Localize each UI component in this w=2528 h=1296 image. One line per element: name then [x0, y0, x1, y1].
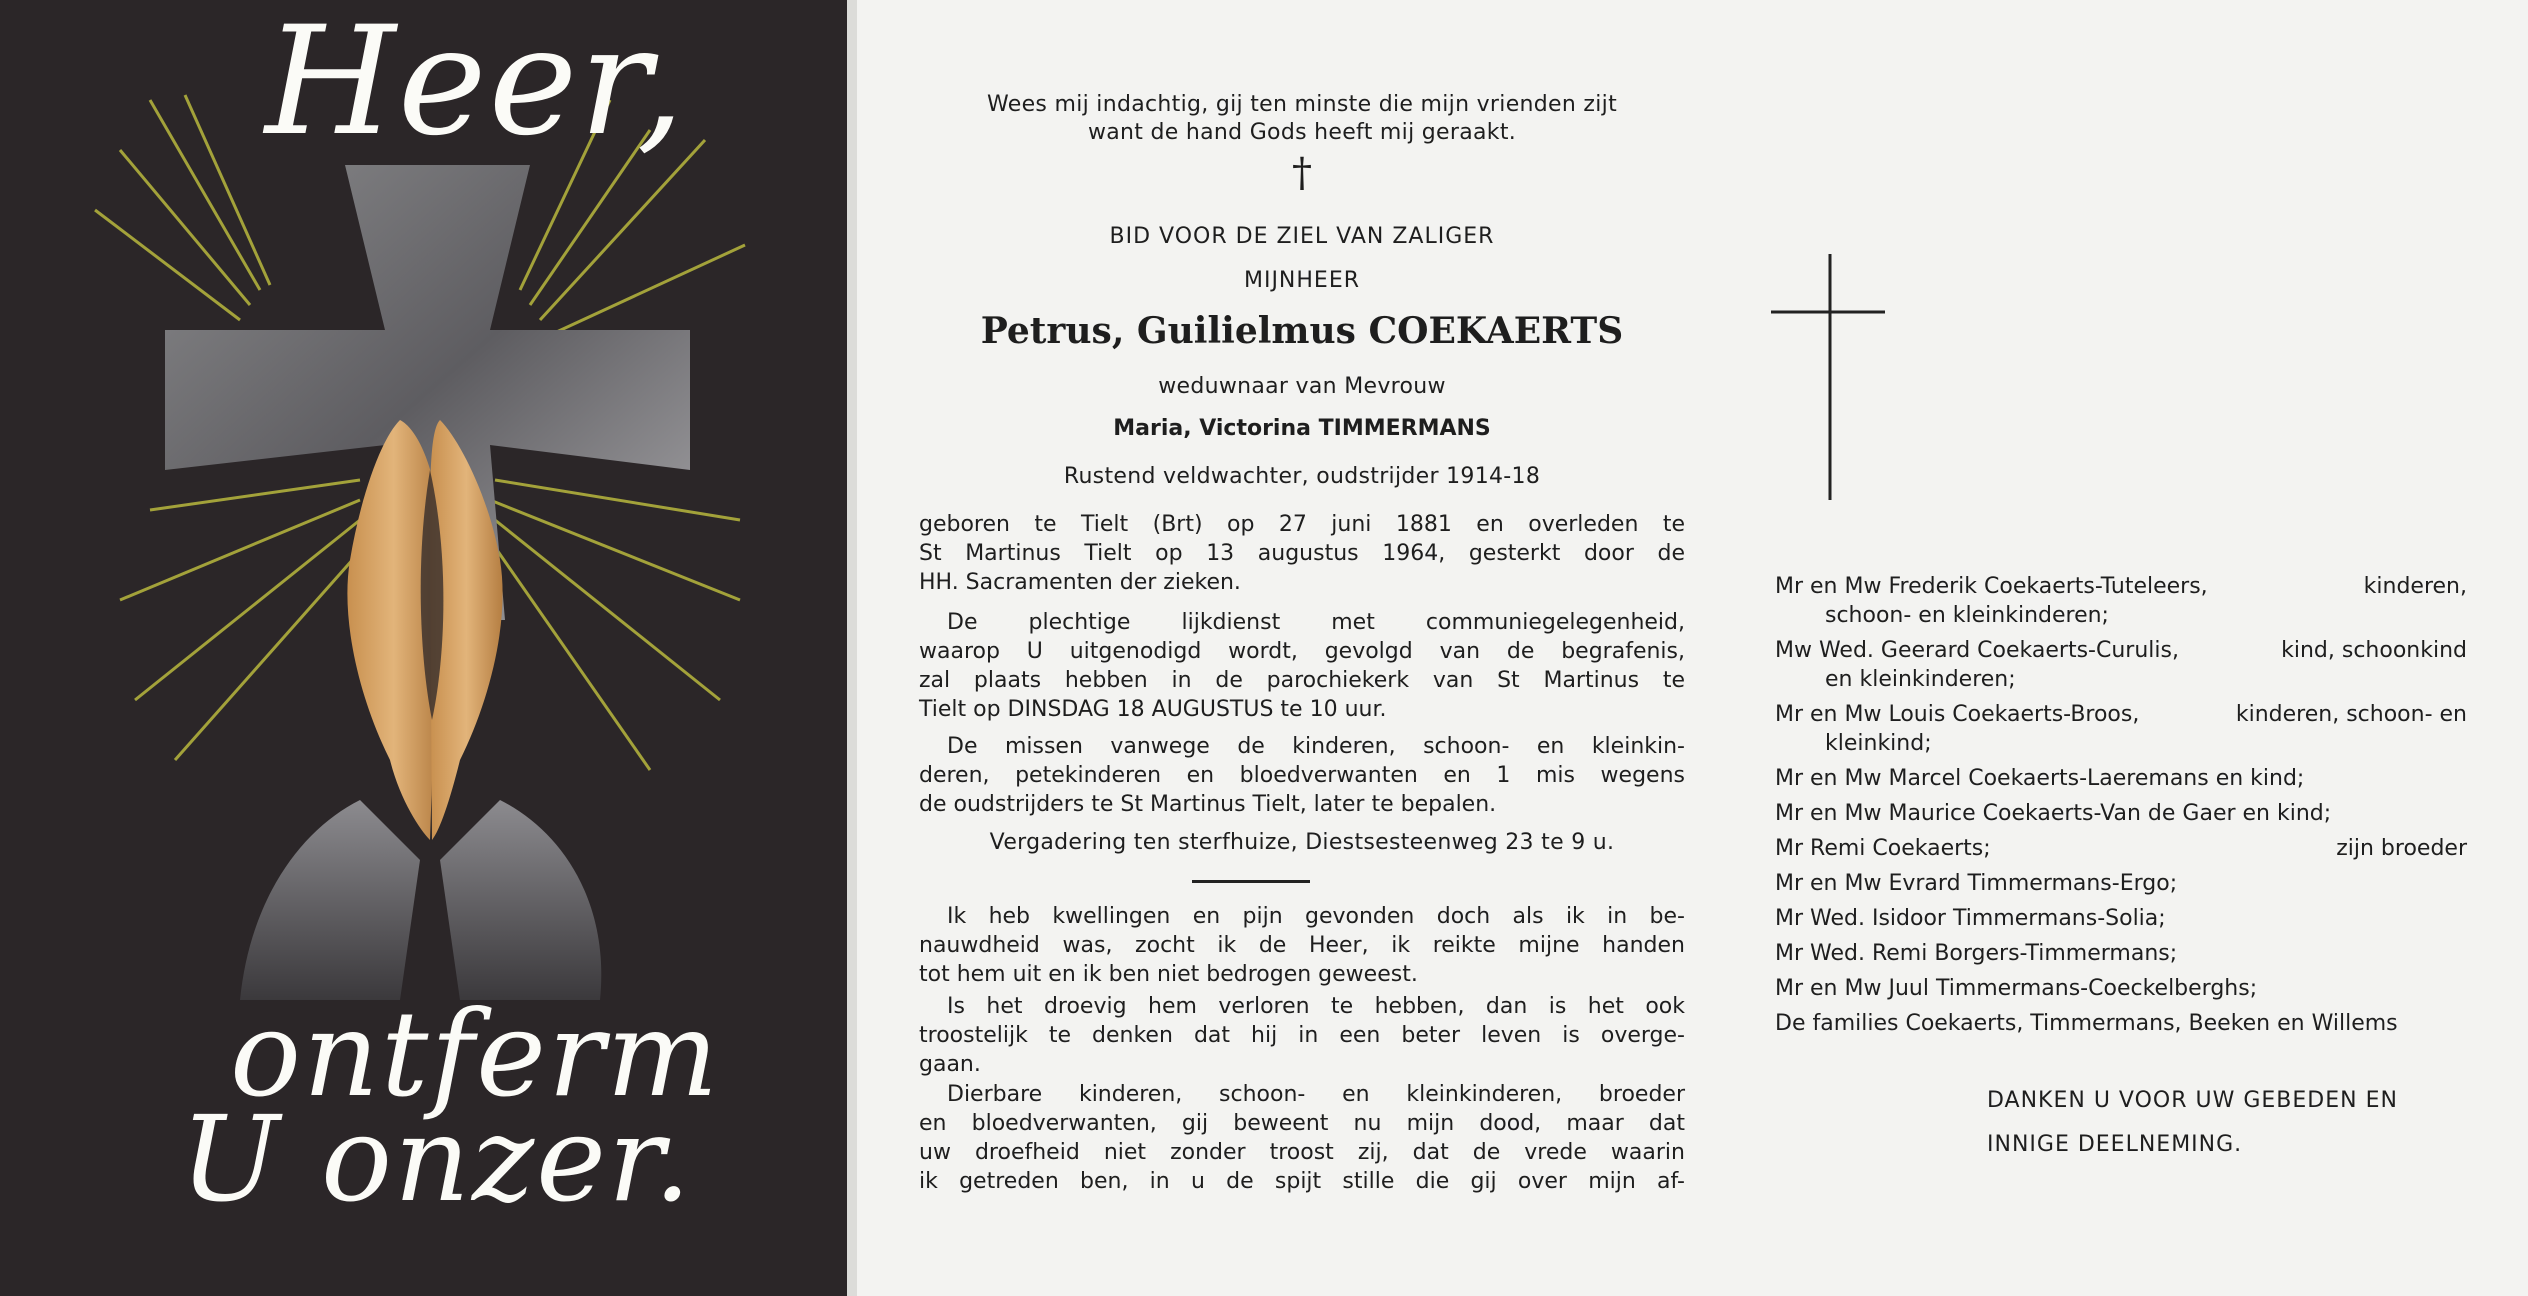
birth-death-paragraph [919, 510, 1685, 597]
quote-paragraph-2 [919, 992, 1685, 1079]
quote1-line-2: nauwdheid was, zocht ik de Heer, ik reikte mijne handen [919, 933, 1685, 958]
service-line-3: zal plaats hebben in de parochiekerk van St Martinus te [919, 668, 1685, 693]
meeting-line: Vergadering ten sterfhuize, Diestsesteenweg 23 te 9 u. [989, 830, 1615, 855]
quote3-line-3: uw droefheid niet zonder troost zij, dat de vrede waarin [919, 1140, 1685, 1165]
card-title-heer: Heer, [265, 0, 687, 169]
family-entry: Mr en Mw Maurice Coekaerts-Van de Gaer en kind; [1775, 801, 2332, 826]
quote2-line-2: troostelijk te denken dat hij in een beter leven is overge- [919, 1023, 1685, 1048]
quote-paragraph-3 [919, 1080, 1685, 1196]
family-entry: Mr en Mw Frederik Coekaerts-Tuteleers, kinderen, [1775, 574, 2467, 599]
masses-paragraph [919, 732, 1685, 819]
thanks-line-2: INNIGE DEELNEMING. [1987, 1132, 2243, 1157]
funeral-service-paragraph [919, 608, 1685, 724]
family-entry: Mr en Mw Marcel Coekaerts-Laeremans en kind; [1775, 766, 2305, 791]
family-entry: Mw Wed. Geerard Coekaerts-Curulis, kind, schoonkind [1775, 638, 2467, 663]
obituary-text-page [857, 0, 1747, 1296]
cross-icon-large [1747, 250, 1887, 510]
quote3-line-2: en bloedverwanten, gij beweent nu mijn dood, maar dat [919, 1111, 1685, 1136]
honorific: MIJNHEER [1243, 268, 1361, 293]
family-entry: Mr en Mw Louis Coekaerts-Broos, kinderen, schoon- en [1775, 702, 2467, 727]
family-entry: Mr Wed. Isidoor Timmermans-Solia; [1775, 906, 2166, 931]
widower-line: weduwnaar van Mevrouw [1158, 374, 1446, 399]
card-text-ontferm: ontferm [230, 985, 721, 1123]
service-line-1: De plechtige lijkdienst met communiegelegenheid, [947, 610, 1685, 635]
card-fold-separator [847, 0, 857, 1296]
prayer-card-front [0, 0, 847, 1296]
quote2-line-1: Is het droevig hem verloren te hebben, dan is het ook [947, 994, 1685, 1019]
birth-line-1: geboren te Tielt (Brt) op 27 juni 1881 en overleden te [919, 512, 1685, 537]
family-entry: Mr Wed. Remi Borgers-Timmermans; [1775, 941, 2178, 966]
service-line-2: waarop U uitgenodigd wordt, gevolgd van de begrafenis, [919, 639, 1685, 664]
thanks-line-1: DANKEN U VOOR UW GEBEDEN EN [1987, 1088, 2398, 1113]
service-line-4: Tielt op DINSDAG 18 AUGUSTUS te 10 uur. [919, 697, 1387, 722]
spouse-name: Maria, Victorina TIMMERMANS [1113, 416, 1491, 441]
family-entry: Mr Remi Coekaerts; zijn broeder [1775, 836, 2467, 861]
family-entry: Mr en Mw Evrard Timmermans-Ergo; [1775, 871, 2178, 896]
cross-icon: † [1292, 150, 1312, 196]
quote3-line-1: Dierbare kinderen, schoon- en kleinkinderen, broeder [947, 1082, 1685, 1107]
family-announcement-page [1747, 0, 2528, 1296]
verse-line-2: want de hand Gods heeft mij geraakt. [1087, 120, 1517, 145]
section-divider [1192, 880, 1310, 883]
occupation-line: Rustend veldwachter, oudstrijder 1914-18 [1063, 464, 1541, 489]
quote1-line-1: Ik heb kwellingen en pijn gevonden doch als ik in be- [947, 904, 1685, 929]
quote3-line-4: ik getreden ben, in u de spijt stille die gij over mijn af- [919, 1169, 1685, 1194]
prayer-heading: BID VOOR DE ZIEL VAN ZALIGER [1109, 224, 1495, 249]
quote2-line-3: gaan. [919, 1052, 981, 1077]
birth-line-3: HH. Sacramenten der zieken. [919, 570, 1241, 595]
masses-line-1: De missen vanwege de kinderen, schoon- en kleinkin- [947, 734, 1685, 759]
masses-line-3: de oudstrijders te St Martinus Tielt, later te bepalen. [919, 792, 1497, 817]
quote-paragraph-1 [919, 902, 1685, 989]
verse-line-1: Wees mij indachtig, gij ten minste die mijn vrienden zijt [986, 92, 1618, 117]
family-entry: De families Coekaerts, Timmermans, Beeken en Willems [1775, 1011, 2398, 1036]
quote1-line-3: tot hem uit en ik ben niet bedrogen geweest. [919, 962, 1418, 987]
family-entry: Mr en Mw Juul Timmermans-Coeckelberghs; [1775, 976, 2258, 1001]
deceased-name: Petrus, Guilielmus COEKAERTS [980, 310, 1624, 352]
masses-line-2: deren, petekinderen en bloedverwanten en 1 mis wegens [919, 763, 1685, 788]
card-text-u-onzer: U onzer. [180, 1090, 693, 1228]
birth-line-2: St Martinus Tielt op 13 augustus 1964, gesterkt door de [919, 541, 1685, 566]
family-list: Mr en Mw Frederik Coekaerts-Tuteleers, kinderen, schoon- en kleinkinderen; Mw Wed. Geerard Coekaerts-Curulis, kind, schoonkind en kleinkinderen; Mr en Mw Louis Coekaerts-Broos, kinderen, schoon- en kleinkind; Mr en Mw Marcel Coekaerts-Laeremans en kind; Mr en Mw Maurice Coekaerts-Van de Gaer en kind; Mr Remi Coekaerts; zijn broeder Mr en Mw Evrard Timmermans-Ergo; Mr Wed. Isidoor Timmermans-Solia; Mr Wed. Remi Borgers-Timmermans; Mr en Mw Juul Timmermans-Coeckelberghs; De families Coekaerts, Timmermans, Beeken en Willems [1775, 572, 2475, 1038]
